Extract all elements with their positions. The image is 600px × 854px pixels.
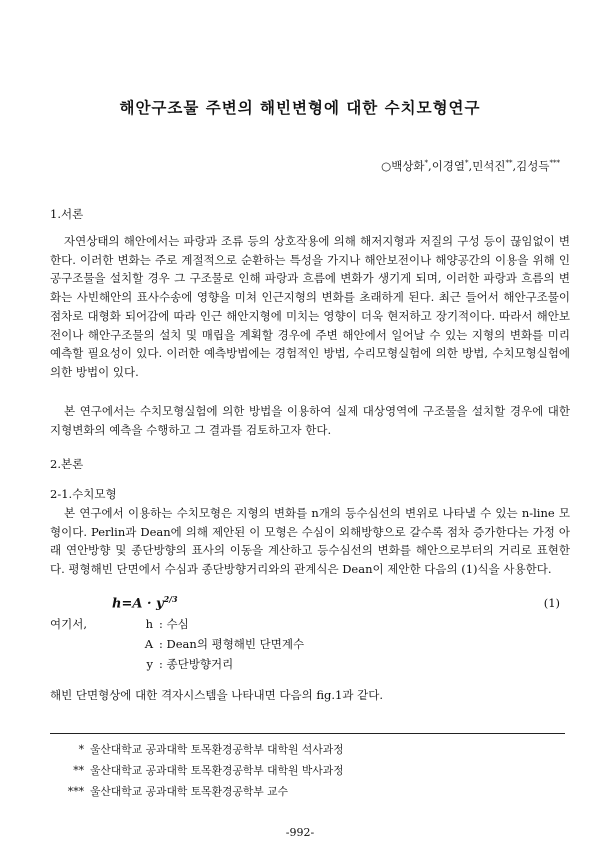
footnote [50,781,344,802]
footnote-text: 울산대학교 공과대학 토목환경공학부 대학원 석사과정 [90,743,344,756]
body-paragraph-1: 본 연구에서 이용하는 수치모형은 지형의 변화를 n개의 등수심선의 변위로 나타낼 수 있는 n-line 모형이다. Perlin과 Dean에 의해 제안된 이 모형은 수심이 외해방향으로 갈수록 점차 증가한다는 가정 아래 연안방향 및 종단방향의 표사의 이동을 계산하고 등수심선의 변화를 해안으로부터의 거리로 표현한다. 평형해빈 단면에서 수심과 종단방향거리와의 관계식은 Dean이 제안한 다음의 (1)식을 사용한다. [50,506,570,577]
page-number: -992- [285,826,315,839]
definition-row [50,654,304,674]
footnote-text: 울산대학교 공과대학 토목환경공학부 대학원 박사과정 [90,764,344,777]
footnote-mark: *** [67,785,84,798]
where-label: 여기서, [50,617,87,631]
author: 김성득*** [516,159,560,173]
footnote-mark: * [78,743,84,756]
equation-1: $h=A \cdot y^{2/3}$ [112,594,178,612]
definition-row [50,634,304,654]
author: 이경열*, [431,159,473,173]
footnote-text: 울산대학교 공과대학 토목환경공학부 교수 [90,785,289,798]
footnote-divider [50,733,565,734]
intro-paragraph-1: 자연상태의 해안에서는 파랑과 조류 등의 상호작용에 의해 해저지형과 저질의 구성 등이 끊임없이 변한다. 이러한 변화는 주로 계절적으로 순환하는 특성을 가지나 해안보전이나 해양공간의 이용을 위해 인공구조물을 설치할 경우 그 구조물로 인해 파랑과 흐름에 변화가 생기게 되며, 이러한 파랑과 흐름의 변화는 사빈해안의 표사수송에 영향을 미쳐 인근지형의 변화를 초래하게 된다. 최근 들어서 해안구조물이 점차로 대형화 되어감에 따라 인근 해안지형에 미치는 영향이 더욱 현저하고 장기적이다. 따라서 해안보전이나 해안구조물의 설치 및 매립을 계획할 경우에 주변 해안에서 일어날 수 있는 지형의 변화를 미리 예측할 필요성이 있다. 이러한 예측방법에는 경험적인 방법, 수리모형실험에 의한 방법, 수치모형실험에 의한 방법이 있다. [50,234,570,379]
author-list [381,158,560,174]
subsection-heading: 2-1.수치모형 [50,487,117,501]
footnote-mark: ** [73,764,84,777]
section-heading-intro: 1.서론 [50,207,84,221]
variable-definitions [50,614,304,674]
paper-title: 해안구조물 주변의 해빈변형에 대한 수치모형연구 [119,98,481,117]
variable-symbol: y [146,657,153,671]
author: ○백상화*, [381,159,432,173]
equation-number: (1) [543,596,560,610]
definition-row [50,614,304,634]
section-heading-body: 2.본론 [50,457,84,471]
footnote [50,739,344,760]
variable-description: : 수심 [159,617,189,631]
variable-description: : 종단방향거리 [159,657,234,671]
footnotes [50,739,344,802]
figure-reference-sentence: 해빈 단면형상에 대한 격자시스템을 나타내면 다음의 fig.1과 같다. [50,688,383,702]
variable-symbol: A [144,637,153,651]
intro-paragraph-2: 본 연구에서는 수치모형실험에 의한 방법을 이용하여 실제 대상영역에 구조물을 설치할 경우에 대한 지형변화의 예측을 수행하고 그 결과를 검토하고자 한다. [50,404,570,437]
author: 민석진**, [472,159,517,173]
variable-description: : Dean의 평형해빈 단면계수 [159,637,305,651]
variable-symbol: h [145,617,153,631]
footnote [50,760,344,781]
